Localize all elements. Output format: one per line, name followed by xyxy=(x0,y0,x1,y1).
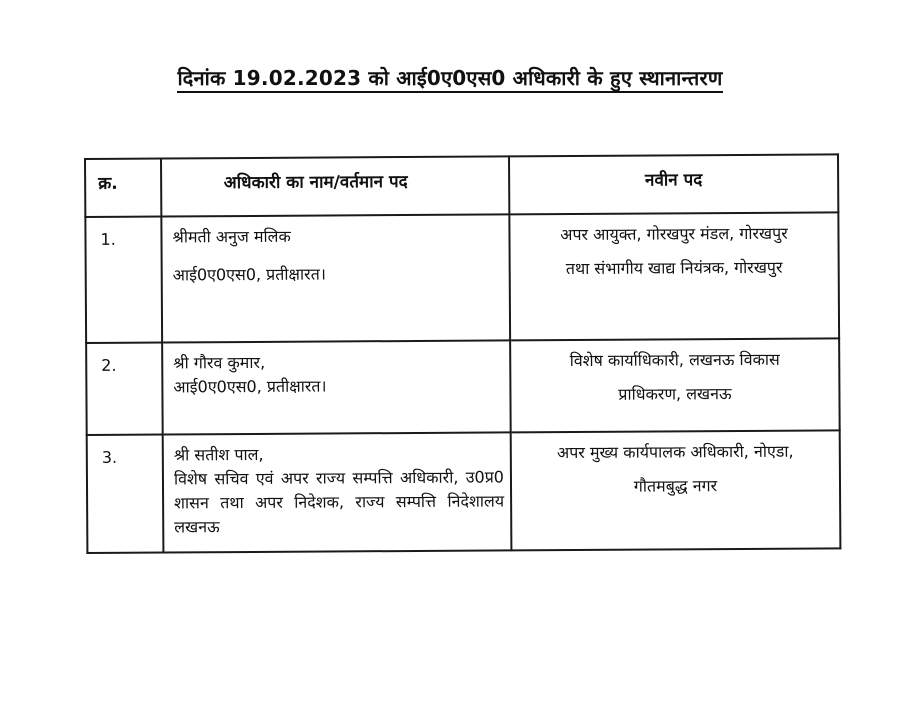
table-header-row xyxy=(85,154,838,217)
officer-name: श्री गौरव कुमार, xyxy=(173,352,266,373)
new-post-line: विशेष कार्याधिकारी, लखनऊ विकास xyxy=(569,349,780,371)
officer-cell xyxy=(163,432,512,552)
document-title xyxy=(0,64,900,91)
officer-current-post: आई0ए0एस0, प्रतीक्षारत। xyxy=(173,376,327,397)
officer-name: श्री सतीश पाल, xyxy=(173,444,264,465)
new-post-cell xyxy=(511,430,841,550)
table-header xyxy=(85,154,838,217)
table-row xyxy=(85,212,839,343)
officer-current-post: विशेष सचिव एवं अपर राज्य सम्पत्ति अधिकारी, उ0प्र0 शासन तथा अपर निदेशक, राज्य सम्पत्ति निदेशालय लखनऊ xyxy=(173,467,505,537)
new-post-line: अपर आयुक्त, गोरखपुर मंडल, गोरखपुर xyxy=(560,223,788,245)
table-body xyxy=(85,212,840,553)
new-post-line: अपर मुख्य कार्यपालक अधिकारी, नोएडा, xyxy=(556,441,794,463)
table-row xyxy=(87,430,841,553)
row-serial: 3. xyxy=(87,435,164,553)
officer-current-post: आई0ए0एस0, प्रतीक्षारत। xyxy=(172,264,326,285)
document-title-text: दिनांक 19.02.2023 को आई0ए0एस0 अधिकारी के हुए स्थानान्तरण xyxy=(177,66,722,93)
new-post-line: गौतमबुद्ध नगर xyxy=(633,476,718,496)
new-post-line: प्राधिकरण, लखनऊ xyxy=(618,384,732,404)
row-serial: 1. xyxy=(85,217,162,343)
header-officer: अधिकारी का नाम/वर्तमान पद xyxy=(161,156,509,216)
new-post-cell xyxy=(510,338,840,432)
header-serial: क्र. xyxy=(85,159,161,217)
officer-name: श्रीमती अनुज मलिक xyxy=(172,226,291,247)
table-row xyxy=(86,338,840,435)
header-new-post: नवीन पद xyxy=(509,154,838,214)
new-post-line: तथा संभागीय खाद्य नियंत्रक, गोरखपुर xyxy=(565,257,783,279)
officer-cell xyxy=(162,340,511,434)
transfer-table xyxy=(84,153,841,554)
row-serial: 2. xyxy=(86,343,163,435)
officer-cell xyxy=(161,214,510,342)
new-post-cell xyxy=(509,212,839,340)
